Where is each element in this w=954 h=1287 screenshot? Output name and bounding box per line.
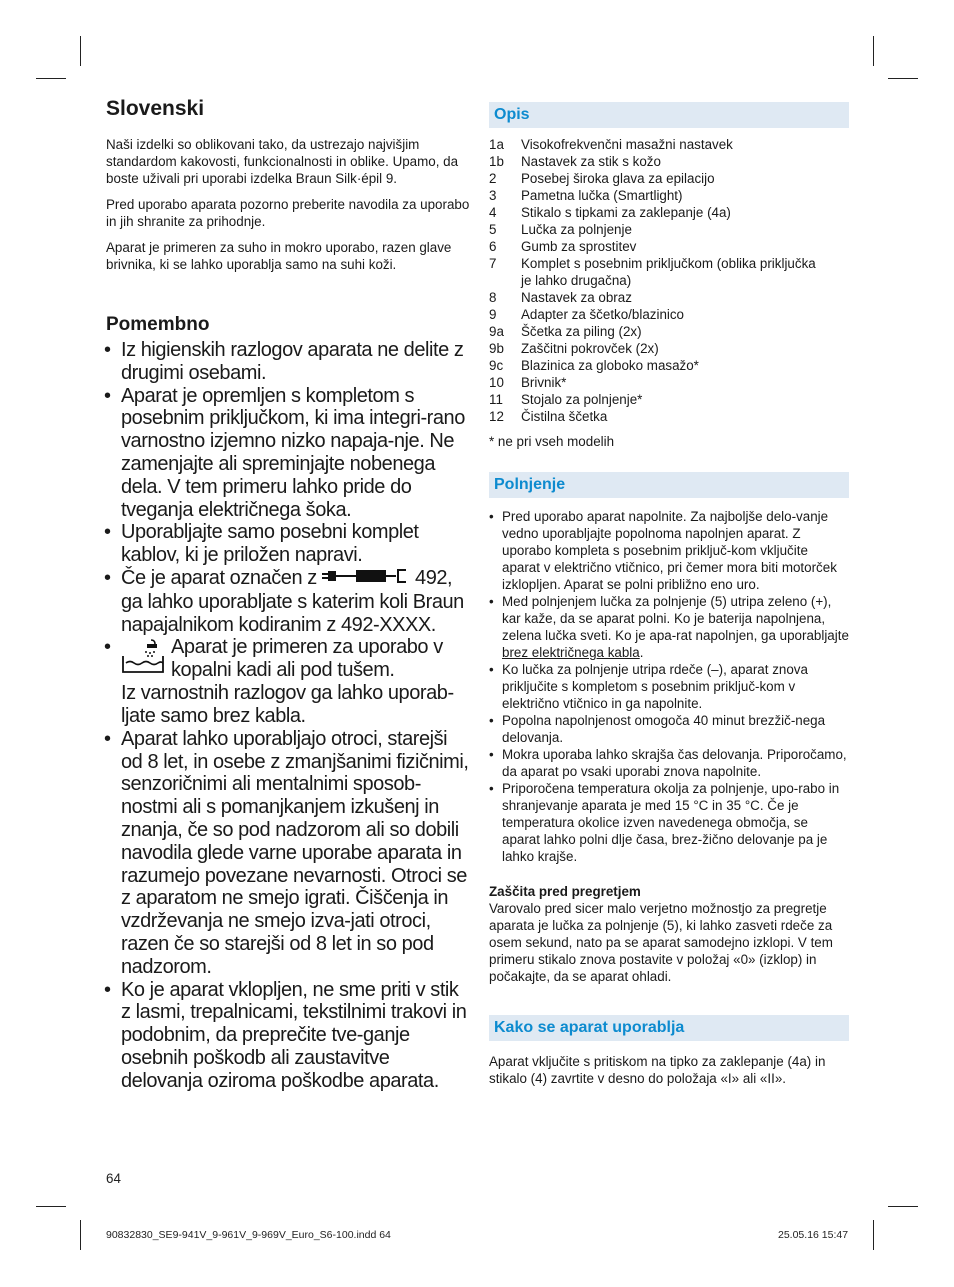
important-list	[106, 339, 472, 1093]
part-label: Stojalo za polnjenje*	[521, 392, 643, 407]
parts-row	[489, 221, 821, 238]
charging-list	[489, 508, 849, 865]
usage-text: Aparat vključite s pritiskom na tipko za zaklepanje (4a) in stikalo (4) zavrtite v desno do položaja «I» ali «II».	[489, 1054, 826, 1086]
part-number: 9b	[489, 341, 504, 356]
important-item: • Uporabljajte samo posebni komplet kablov, ki je priložen napravi.	[106, 521, 472, 567]
overheat-text: Varovalo pred sicer malo verjetno možnostjo za pregretje aparata je lučka za polnjenje (5), ki lahko zasveti rdeče za osem sekund, nato pa se aparat samodejno izklopi. V tem primeru stikalo znova postavite v položaj «0» (izklop) in počakajte, da se aparat ohladi.	[489, 901, 833, 984]
parts-row	[489, 238, 821, 255]
parts-row	[489, 170, 821, 187]
charging-item-text: Med polnjenjem lučka za polnjenje (5) utripa zeleno (+), kar kaže, da se aparat polni. Ko je baterija napolnjena, zelena lučka sveti. Ko je apa-rat napolnjen, ga uporabljajte	[502, 594, 849, 643]
part-label: Nastavek za obraz	[521, 290, 632, 305]
part-number: 8	[489, 290, 497, 305]
crop-mark	[888, 78, 918, 79]
charging-item: • Priporočena temperatura okolja za polnjenje, upo-rabo in shranjevanje aparata je med 15 °C in 35 °C. Če je temperatura okolice izven navedenega območja, se aparat lahko polni dlje časa, brez-žično delovanje pa je lahko krajše.	[489, 780, 849, 865]
part-number: 3	[489, 188, 497, 203]
part-label: Komplet s posebnim priključkom (oblika priključka je lahko drugačna)	[521, 256, 816, 288]
part-number: 6	[489, 239, 497, 254]
parts-row	[489, 323, 821, 340]
parts-list	[489, 136, 821, 425]
crop-mark	[36, 78, 66, 79]
part-number: 7	[489, 256, 497, 271]
crop-mark	[80, 36, 81, 66]
crop-mark	[36, 1206, 66, 1207]
footnote: * ne pri vseh modelih	[489, 434, 615, 449]
part-label: Brivnik*	[521, 375, 567, 390]
parts-row	[489, 306, 821, 323]
charging-item: • Pred uporabo aparat napolnite. Za najboljše delo-vanje vedno uporabljajte popolnoma napolnjen aparat. Z uporabo kompleta s posebnim priključ-kom vključite aparat v električno vtičnico, pri čemer mora biti motorček izklopljen. Aparat se polni približno eno uro.	[489, 508, 849, 593]
cordless-link: brez električnega kabla	[502, 645, 640, 660]
part-label: Nastavek za stik s kožo	[521, 154, 661, 169]
part-label: Lučka za polnjenje	[521, 222, 632, 237]
overheat-title: Zaščita pred pregretjem	[489, 884, 641, 899]
part-label: Adapter za ščetko/blazinico	[521, 307, 685, 322]
charging-item	[489, 593, 849, 661]
part-number: 9c	[489, 358, 504, 373]
charging-item: • Mokra uporaba lahko skrajša čas delovanja. Priporočamo, da aparat po vsaki uporabi znova napolnite.	[489, 746, 849, 780]
intro-paragraph: Aparat je primeren za suho in mokro uporabo, razen glave brivnika, ki se lahko uporablja samo na suhi koži.	[106, 240, 452, 272]
part-number: 2	[489, 171, 497, 186]
part-label: Zaščitni pokrovček (2x)	[521, 341, 659, 356]
charging-item-text: .	[639, 645, 644, 660]
parts-row	[489, 136, 821, 153]
parts-row	[489, 391, 821, 408]
parts-row	[489, 340, 821, 357]
parts-row	[489, 204, 821, 221]
page-number: 64	[106, 1171, 121, 1186]
part-label: Blazinica za globoko masažo*	[521, 358, 699, 373]
section-header-uporaba: Kako se aparat uporablja	[489, 1015, 849, 1041]
parts-row	[489, 153, 821, 170]
right-column	[489, 102, 849, 1096]
important-item-text: Če je aparat označen z	[121, 567, 317, 590]
footer-file: 90832830_SE9-941V_9-961V_9-969V_Euro_S6-100.indd 64	[106, 1229, 391, 1241]
parts-row	[489, 408, 821, 425]
section-header-opis: Opis	[489, 102, 849, 128]
parts-row	[489, 255, 821, 289]
part-label: Visokofrekvenčni masažni nastavek	[521, 137, 733, 152]
parts-row	[489, 289, 821, 306]
crop-mark	[888, 1206, 918, 1207]
important-item: • Aparat je opremljen s kompletom s posebnim priključkom, ki ima integri-rano varnostno izjemno nizko napaja-nje. Ne zamenjajte ali spreminjajte nobenega dela. V tem primeru lahko pride do tveganja električnega šoka.	[106, 385, 472, 522]
part-number: 9	[489, 307, 497, 322]
part-number: 5	[489, 222, 497, 237]
part-label: Čistilna ščetka	[521, 409, 608, 424]
important-title: Pomembno	[106, 314, 210, 335]
parts-row	[489, 374, 821, 391]
important-item-text: 492,	[415, 567, 453, 590]
power-plug-icon	[322, 567, 410, 591]
crop-mark	[873, 36, 874, 66]
shower-bath-icon	[121, 638, 165, 682]
important-item-text: Aparat je primeren za uporabo v kopalni kadi ali pod tušem.	[171, 636, 443, 682]
section-header-polnjenje: Polnjenje	[489, 472, 849, 498]
important-item-text: Iz varnostnih razlogov ga lahko uporab-ljate samo brez kabla.	[121, 682, 454, 727]
important-item: • Iz higienskih razlogov aparata ne delite z drugimi osebami.	[106, 339, 472, 385]
part-number: 12	[489, 409, 504, 424]
part-number: 10	[489, 375, 504, 390]
important-item	[106, 636, 472, 727]
part-number: 11	[489, 392, 503, 407]
intro-paragraph: Naši izdelki so oblikovani tako, da ustrezajo najvišjim standardom kakovosti, funkcionalnosti in oblike. Upamo, da boste uživali pri uporabi izdelka Braun Silk·épil 9.	[106, 137, 459, 186]
charging-item: • Popolna napolnjenost omogoča 40 minut brezžič-nega delovanja.	[489, 712, 849, 746]
part-label: Posebej široka glava za epilacijo	[521, 171, 715, 186]
important-item-text: ga lahko uporabljate s katerim koli Braun napajalnikom kodiranim z 492-XXXX.	[121, 590, 464, 636]
left-column	[106, 96, 472, 1093]
part-label: Pametna lučka (Smartlight)	[521, 188, 683, 203]
charging-item: • Ko lučka za polnjenje utripa rdeče (–), aparat znova priključite s kompletom s posebnim priključ-kom v električno vtičnico in ga napolnite.	[489, 661, 849, 712]
footer-date: 25.05.16 15:47	[778, 1229, 849, 1241]
important-item	[106, 567, 472, 636]
crop-mark	[80, 1220, 81, 1250]
crop-mark	[873, 1220, 874, 1250]
intro-paragraph: Pred uporabo aparata pozorno preberite navodila za uporabo in jih shranite za prihodnje.	[106, 197, 470, 229]
part-number: 4	[489, 205, 497, 220]
part-label: Ščetka za piling (2x)	[521, 324, 642, 339]
parts-row	[489, 187, 821, 204]
part-number: 1b	[489, 154, 504, 169]
part-label: Stikalo s tipkami za zaklepanje (4a)	[521, 205, 731, 220]
language-title: Slovenski	[106, 97, 205, 120]
part-number: 9a	[489, 324, 504, 339]
part-label: Gumb za sprostitev	[521, 239, 637, 254]
part-number: 1a	[489, 137, 504, 152]
important-item: • Aparat lahko uporabljajo otroci, starejši od 8 let, in osebe z zmanjšanimi fizičnimi, senzoričnimi ali mentalnimi sposob-nostmi ali s pomanjkanjem izkušenj in znanja, če so pod nadzorom ali so dobili navodila glede varne uporabe aparata in razumejo povezane nevarnosti. Otroci se z aparatom ne smejo igrati. Čiščenja in vzdrževanja ne smejo izva-jati otroci, razen če so starejši od 8 let in so pod nadzorom.	[106, 728, 472, 979]
parts-row	[489, 357, 821, 374]
important-item: • Ko je aparat vklopljen, ne sme priti v stik z lasmi, trepalnicami, tekstilnimi trakovi in podobnim, da preprečite tve-ganje osebnih poškodb ali zaustavitve delovanja oziroma poškodbe aparata.	[106, 979, 472, 1093]
